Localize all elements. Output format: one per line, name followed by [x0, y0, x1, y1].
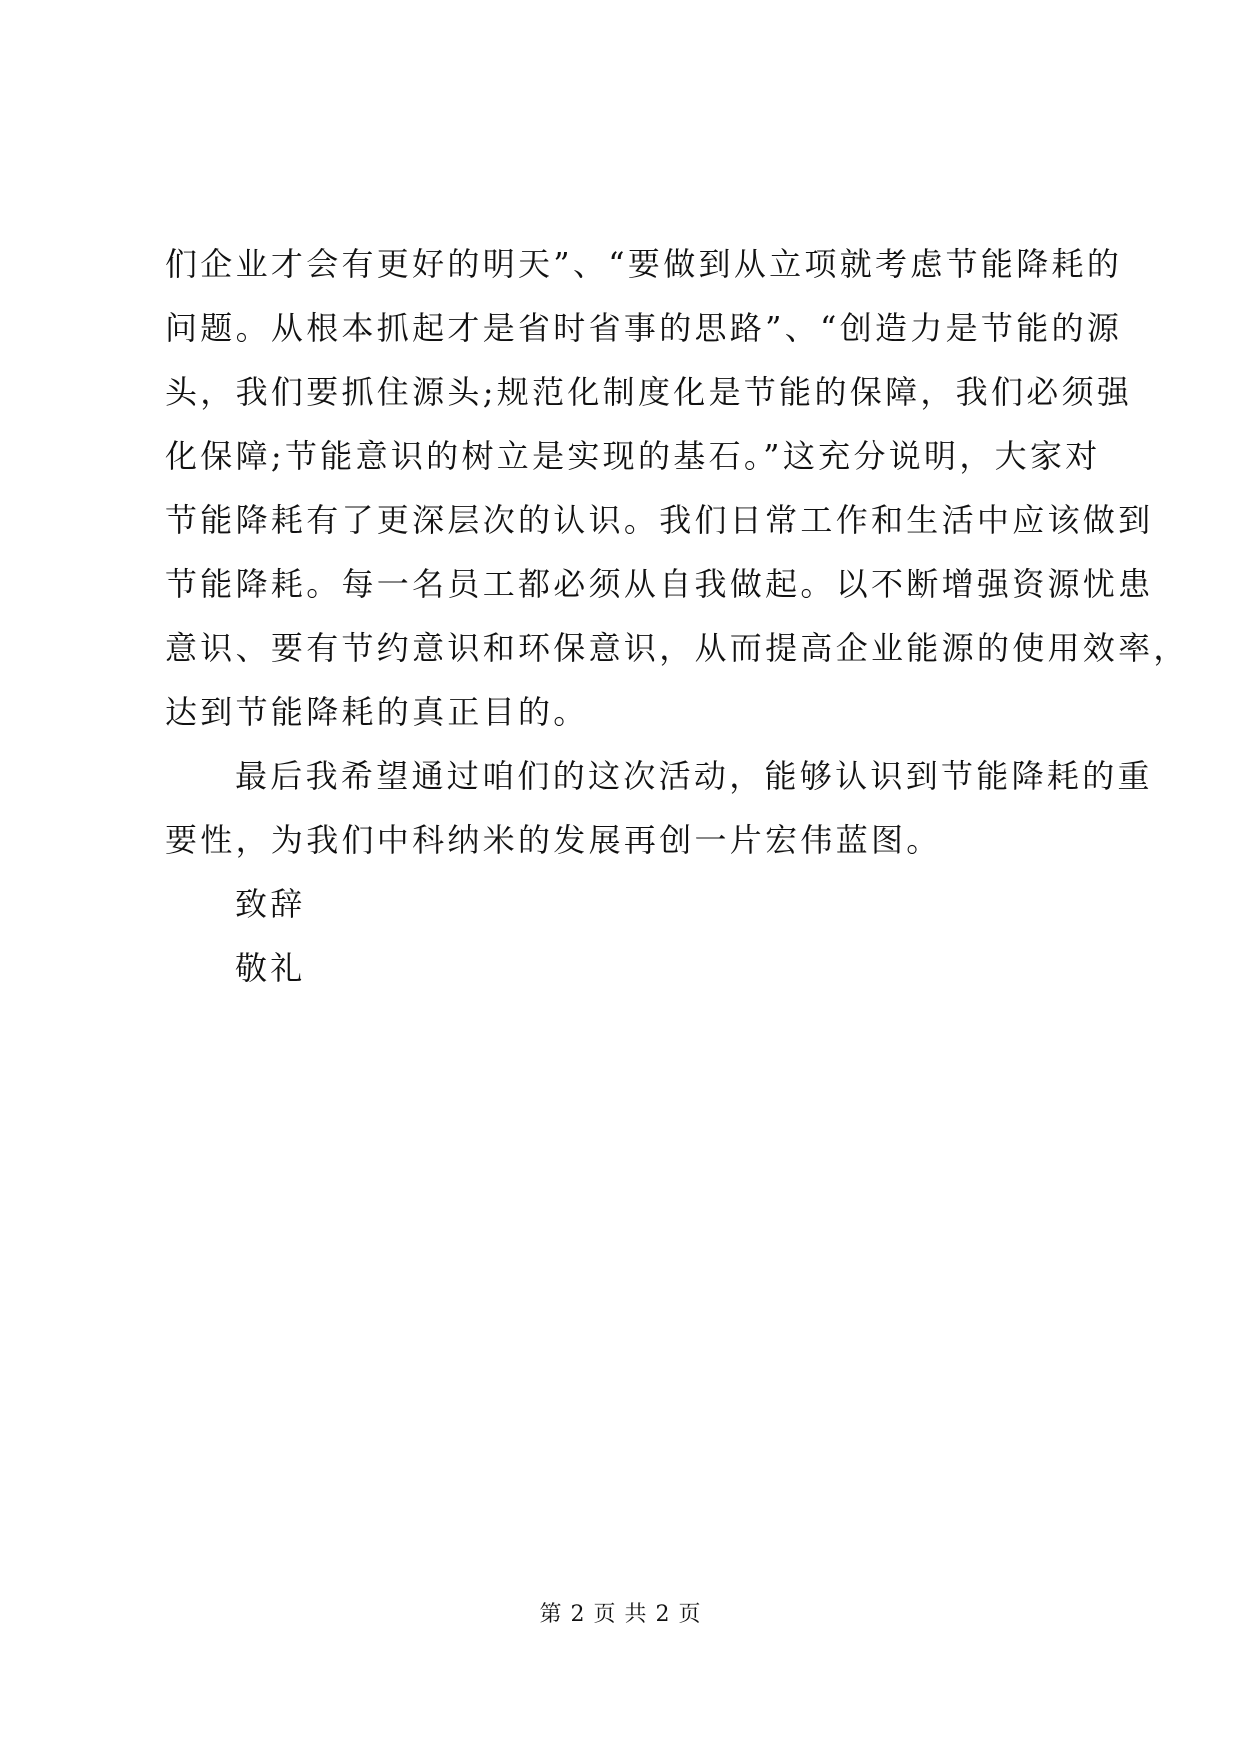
text-line: 问题。从根本抓起才是省时省事的思路”、“创造力是节能的源	[165, 309, 1123, 347]
text-line: 最后我希望通过咱们的这次活动，能够认识到节能降耗的重	[235, 757, 1153, 795]
text-line: 要性，为我们中科纳米的发展再创一片宏伟蓝图。	[165, 821, 942, 859]
closing-line-1: 致辞	[235, 885, 306, 923]
text-line: 节能降耗。每一名员工都必须从自我做起。以不断增强资源忧患	[165, 565, 1154, 603]
page-number-footer: 第 2 页 共 2 页	[539, 1602, 702, 1627]
text-line: 意识、要有节约意识和环保意识，从而提高企业能源的使用效率，	[165, 629, 1189, 667]
closing-line-2: 敬礼	[235, 949, 306, 987]
text-line: 节能降耗有了更深层次的认识。我们日常工作和生活中应该做到	[165, 501, 1154, 539]
text-line: 们企业才会有更好的明天”、“要做到从立项就考虑节能降耗的	[165, 245, 1123, 283]
paragraph-1	[165, 232, 1189, 744]
text-line: 达到节能降耗的真正目的。	[165, 693, 589, 731]
text-line: 化保障;节能意识的树立是实现的基石。”这充分说明，大家对	[165, 437, 1101, 475]
document-body	[165, 232, 1189, 1000]
text-line: 头，我们要抓住源头;规范化制度化是节能的保障，我们必须强	[165, 373, 1133, 411]
paragraph-2	[165, 744, 1153, 872]
